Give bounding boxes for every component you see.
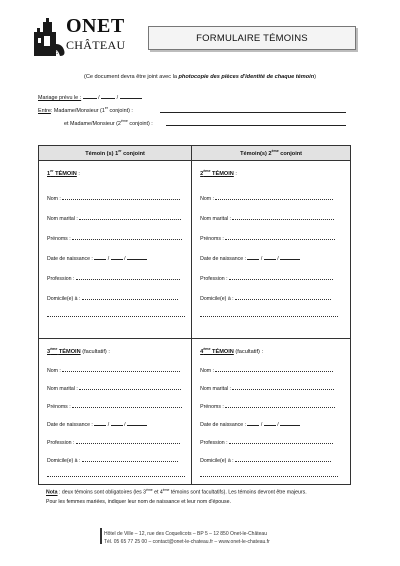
et-text2: conjoint) : [127, 120, 153, 127]
w4-profession-field[interactable] [200, 439, 333, 446]
bottom-note-sup2: ème [162, 488, 170, 492]
et-sup: ème [120, 119, 128, 123]
header-right-text: Témoin(s) 2 [240, 150, 272, 157]
footer-divider [100, 528, 102, 544]
w1-profession-label: Profession : [47, 275, 75, 282]
w3-date-field[interactable]: Date de naissance : / / [47, 421, 147, 428]
w1-nom-field[interactable] [47, 195, 180, 202]
bottom-note-line-2: Pour les femmes mariées, indiquer leur nom de naissance et leur nom d'épouse. [46, 498, 231, 505]
w2-nom-label: Nom : [200, 195, 214, 202]
witness-cell-1 [39, 160, 192, 338]
witness-cell-2 [192, 160, 351, 338]
w3-profession-label: Profession : [47, 439, 75, 446]
mariage-label: Mariage prévu le : [38, 95, 82, 101]
w2-sup: ème [203, 168, 211, 173]
bottom-note-line-1 [46, 486, 358, 498]
w2-prenoms-field[interactable] [200, 235, 335, 242]
w1-label: TÉMOIN [55, 170, 77, 177]
w2-nom-marital-field[interactable] [200, 215, 334, 222]
w2-date-field[interactable]: Date de naissance : / / [200, 255, 300, 262]
bottom-note-1a: : deux témoins sont obligatoires (les 3 [57, 489, 147, 496]
w3-label: TÉMOIN [58, 348, 81, 355]
bottom-note-1b: et 4 [152, 489, 163, 496]
header-left-end: conjoint [121, 150, 145, 157]
w2-domicile-extra-line[interactable] [200, 315, 338, 317]
w2-prenoms-label: Prénoms : [200, 235, 224, 242]
entre-row [38, 106, 133, 114]
w2-profession-field[interactable] [200, 275, 333, 282]
bottom-note-label: Nota [46, 489, 58, 496]
w1-nom-marital-label: Nom marital : [47, 215, 78, 222]
w1-nom-marital-field[interactable] [47, 215, 181, 222]
w2-nom-marital-label: Nom marital : [200, 215, 231, 222]
w4-profession-label: Profession : [200, 439, 228, 446]
w1-sup: er [50, 168, 54, 173]
w3-domicile-field[interactable] [47, 457, 178, 464]
et-name-field[interactable] [166, 125, 346, 126]
entre-sup: er [104, 106, 109, 110]
header-left-text: Témoin (s) 1 [85, 150, 119, 157]
w3-prenoms-label: Prénoms : [47, 403, 71, 410]
w4-label: TÉMOIN [212, 348, 234, 355]
w2-date-label: Date de naissance : [200, 255, 247, 262]
w2-domicile-label: Domicile(e) à : [200, 295, 234, 302]
w2-domicile-field[interactable] [200, 295, 331, 302]
w1-num: 1 [47, 170, 51, 177]
page-title-text: FORMULAIRE TÉMOINS [196, 32, 308, 44]
header-right [192, 146, 351, 161]
logo-sub-text: CHÂTEAU [66, 38, 126, 52]
bottom-note-1c: témoins sont facultatifs). Les témoins devront être majeurs. [169, 489, 307, 496]
header-right-end: conjoint [278, 150, 303, 157]
w3-domicile-label: Domicile(e) à : [47, 457, 81, 464]
w4-domicile-extra-line[interactable] [200, 475, 338, 477]
w4-num: 4 [200, 348, 204, 355]
w3-prenoms-field[interactable] [47, 403, 182, 410]
w4-nom-field[interactable] [200, 367, 333, 374]
footer-address: Hôtel de Ville – 12, rue des Coquelicots – BP 5 – 12 850 Onet-le-Château [104, 531, 267, 537]
w4-domicile-field[interactable] [200, 457, 331, 464]
page-title [148, 26, 356, 50]
w2-suffix: : [233, 170, 237, 177]
witness-title-2 [200, 169, 237, 177]
footer [104, 530, 270, 546]
w4-suffix: (facultatif) : [233, 348, 264, 355]
w3-nom-field[interactable] [47, 367, 180, 374]
w1-prenoms-field[interactable] [47, 235, 182, 242]
w2-nom-field[interactable] [200, 195, 333, 202]
w3-nom-marital-field[interactable] [47, 385, 181, 392]
w4-date-field[interactable]: Date de naissance : / / [200, 421, 300, 428]
w1-domicile-label: Domicile(e) à : [47, 295, 81, 302]
logo [32, 14, 142, 58]
intro-note [0, 74, 400, 80]
header-left [39, 146, 192, 161]
w1-domicile-extra-line[interactable] [47, 315, 185, 317]
header-right-sup: ème [271, 149, 279, 153]
et-row [64, 119, 153, 127]
et-text: et Madame/Monsieur (2 [64, 120, 121, 127]
w3-nom-label: Nom : [47, 367, 61, 374]
w3-num: 3 [47, 348, 51, 355]
mariage-month-field[interactable] [101, 94, 115, 99]
w2-profession-label: Profession : [200, 275, 228, 282]
w2-num: 2 [200, 170, 204, 177]
note-emphasis: photocopie des pièces d'identité de chaque témoin [178, 74, 315, 80]
footer-contact[interactable]: Tél. 05 65 77 25 00 – contact@onet-le-chateau.fr – www.onet-le-chateau.fr [104, 539, 270, 545]
bottom-note-sup1: ème [146, 488, 153, 492]
w3-date-label: Date de naissance : [47, 421, 93, 428]
witness-cell-3 [39, 338, 192, 484]
w2-label: TÉMOIN [212, 170, 234, 177]
castle-logo-icon [32, 14, 66, 58]
svg-text:LE: LE [51, 50, 59, 56]
entre-text2: conjoint) : [108, 107, 133, 114]
w4-nom-marital-label: Nom marital : [200, 385, 231, 392]
witness-title-3 [47, 347, 110, 355]
mariage-day-field[interactable] [83, 94, 97, 99]
w1-domicile-field[interactable] [47, 295, 178, 302]
entre-name-field[interactable] [160, 112, 346, 113]
mariage-year-field[interactable] [120, 94, 142, 99]
bottom-note [46, 486, 358, 507]
w4-nom-label: Nom : [200, 367, 214, 374]
header-left-sup: er [118, 149, 122, 153]
entre-text: : Madame/Monsieur (1 [50, 107, 105, 114]
witness-title-1 [47, 169, 80, 177]
w4-date-label: Date de naissance : [200, 421, 247, 428]
w3-nom-marital-label: Nom marital : [47, 385, 78, 392]
w3-profession-field[interactable] [47, 439, 180, 446]
witness-table [38, 145, 351, 485]
w3-sup: ème [50, 346, 58, 351]
w4-prenoms-field[interactable] [200, 403, 335, 410]
w3-suffix: (facultatif) : [80, 348, 110, 355]
note-after: ) [314, 74, 316, 80]
w3-domicile-extra-line[interactable] [47, 475, 185, 477]
mariage-row: Mariage prévu le : / / [38, 94, 142, 101]
w4-domicile-label: Domicile(e) à : [200, 457, 234, 464]
w1-date-label: Date de naissance : [47, 255, 93, 262]
entre-label: Entre [38, 107, 51, 114]
w1-prenoms-label: Prénoms : [47, 235, 71, 242]
w4-nom-marital-field[interactable] [200, 385, 334, 392]
w4-sup: ème [203, 346, 211, 351]
note-before: (Ce document devra être joint avec la [83, 74, 179, 80]
w4-prenoms-label: Prénoms : [200, 403, 224, 410]
w1-suffix: : [76, 170, 80, 177]
w1-nom-label: Nom : [47, 195, 61, 202]
w1-profession-field[interactable] [47, 275, 180, 282]
witness-title-4 [200, 347, 263, 355]
w1-date-field[interactable]: Date de naissance : / / [47, 255, 147, 262]
logo-main-text: ONET [66, 15, 125, 37]
witness-cell-4 [192, 338, 351, 484]
